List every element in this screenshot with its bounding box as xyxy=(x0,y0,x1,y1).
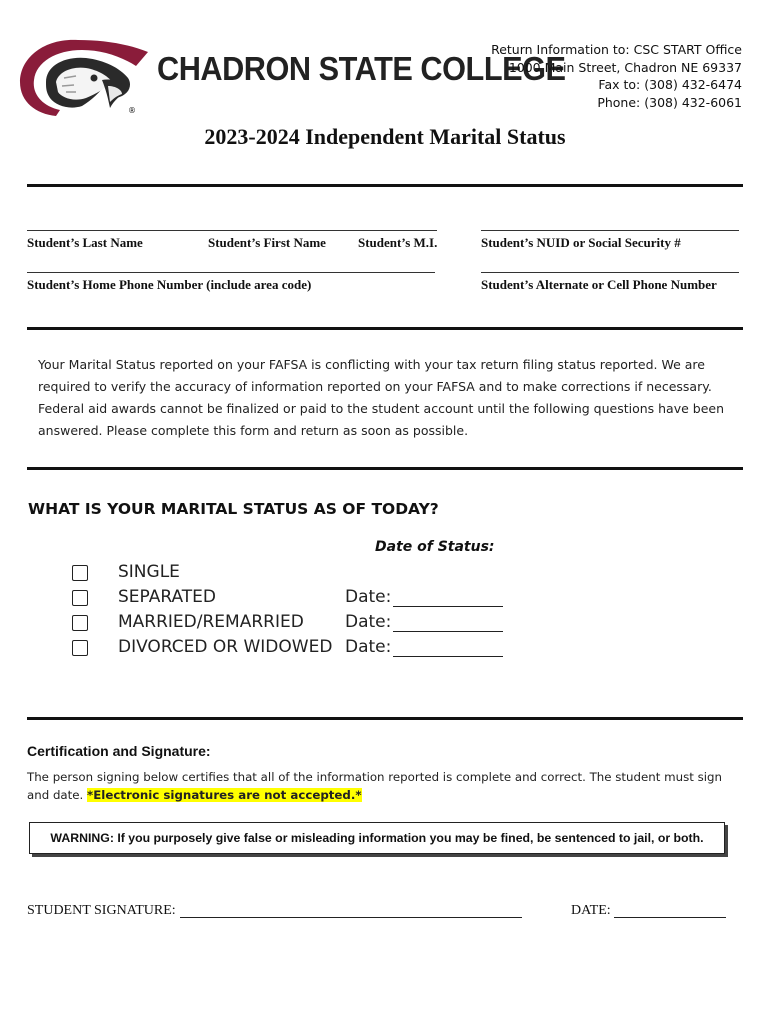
divider xyxy=(27,717,743,720)
last-name-label: Student’s Last Name xyxy=(27,235,143,250)
option-divorced[interactable] xyxy=(72,636,88,660)
option-separated-label: SEPARATED xyxy=(118,587,216,607)
certification-heading: Certification and Signature: xyxy=(27,743,211,759)
electronic-signature-notice: *Electronic signatures are not accepted.* xyxy=(87,788,362,802)
certification-text xyxy=(27,768,732,804)
intro-paragraph: Your Marital Status reported on your FAFSA is conflicting with your tax return filing status reported. We are required to verify the accuracy of information reported on your FAFSA and to make corrections if necessary. Federal aid awards cannot be finalized or paid to the student account until the following questions have been answered. Please complete this form and return as soon as possible. xyxy=(38,357,725,438)
signature-date-input[interactable] xyxy=(614,917,726,918)
return-info-line: Return Information to: CSC START Office xyxy=(491,42,742,57)
single-checkbox[interactable] xyxy=(72,565,88,581)
divorced-date-input[interactable] xyxy=(393,656,503,657)
alt-phone-label: Student’s Alternate or Cell Phone Number xyxy=(481,277,717,292)
separated-checkbox[interactable] xyxy=(72,590,88,606)
signature-date-label: DATE: xyxy=(571,903,611,918)
college-logo xyxy=(16,30,154,120)
alt-phone-input-line[interactable] xyxy=(481,272,739,273)
option-separated[interactable] xyxy=(72,586,88,610)
warning-text: WARNING: If you purposely give false or misleading information you may be fined, be sentenced to jail, or both. xyxy=(50,831,704,845)
married-date-label: Date: xyxy=(345,612,392,632)
divorced-date-label: Date: xyxy=(345,637,392,657)
form-title: 2023-2024 Independent Marital Status xyxy=(204,124,566,149)
divider xyxy=(27,467,743,470)
mi-label: Student’s M.I. xyxy=(358,235,438,250)
return-info-line: Fax to: (308) 432-6474 xyxy=(598,77,742,92)
return-info-line: Phone: (308) 432-6061 xyxy=(597,94,742,110)
home-phone-input-line[interactable] xyxy=(27,272,435,273)
option-divorced-label: DIVORCED OR WIDOWED xyxy=(118,637,333,657)
certification-body: The person signing below certifies that all of the information reported is complete and correct. The student must sign and date. xyxy=(27,770,723,802)
divider xyxy=(27,327,743,330)
return-info xyxy=(491,41,742,111)
date-of-status-header: Date of Status: xyxy=(375,539,495,555)
student-name-input-line[interactable] xyxy=(27,230,437,231)
separated-date-label: Date: xyxy=(345,587,392,607)
married-date-input[interactable] xyxy=(393,631,503,632)
option-married-label: MARRIED/REMARRIED xyxy=(118,612,304,632)
option-married[interactable] xyxy=(72,611,88,635)
divider xyxy=(27,184,743,187)
married-checkbox[interactable] xyxy=(72,615,88,631)
separated-date-input[interactable] xyxy=(393,606,503,607)
student-nuid-input-line[interactable] xyxy=(481,230,739,231)
student-signature-input[interactable] xyxy=(180,917,522,918)
first-name-label: Student’s First Name xyxy=(208,235,326,250)
nuid-label: Student’s NUID or Social Security # xyxy=(481,235,681,250)
marital-status-heading: WHAT IS YOUR MARITAL STATUS AS OF TODAY? xyxy=(28,500,439,518)
warning-box xyxy=(29,822,725,854)
home-phone-label: Student’s Home Phone Number (include area code) xyxy=(27,277,312,292)
registered-mark: ® xyxy=(128,106,136,115)
option-single-label: SINGLE xyxy=(118,562,180,582)
return-info-line: 1000 Main Street, Chadron NE 69337 xyxy=(508,59,742,75)
option-single[interactable] xyxy=(72,561,88,585)
divorced-checkbox[interactable] xyxy=(72,640,88,656)
student-signature-label: STUDENT SIGNATURE: xyxy=(27,903,176,918)
college-name: CHADRON STATE COLLEGE xyxy=(157,50,566,87)
